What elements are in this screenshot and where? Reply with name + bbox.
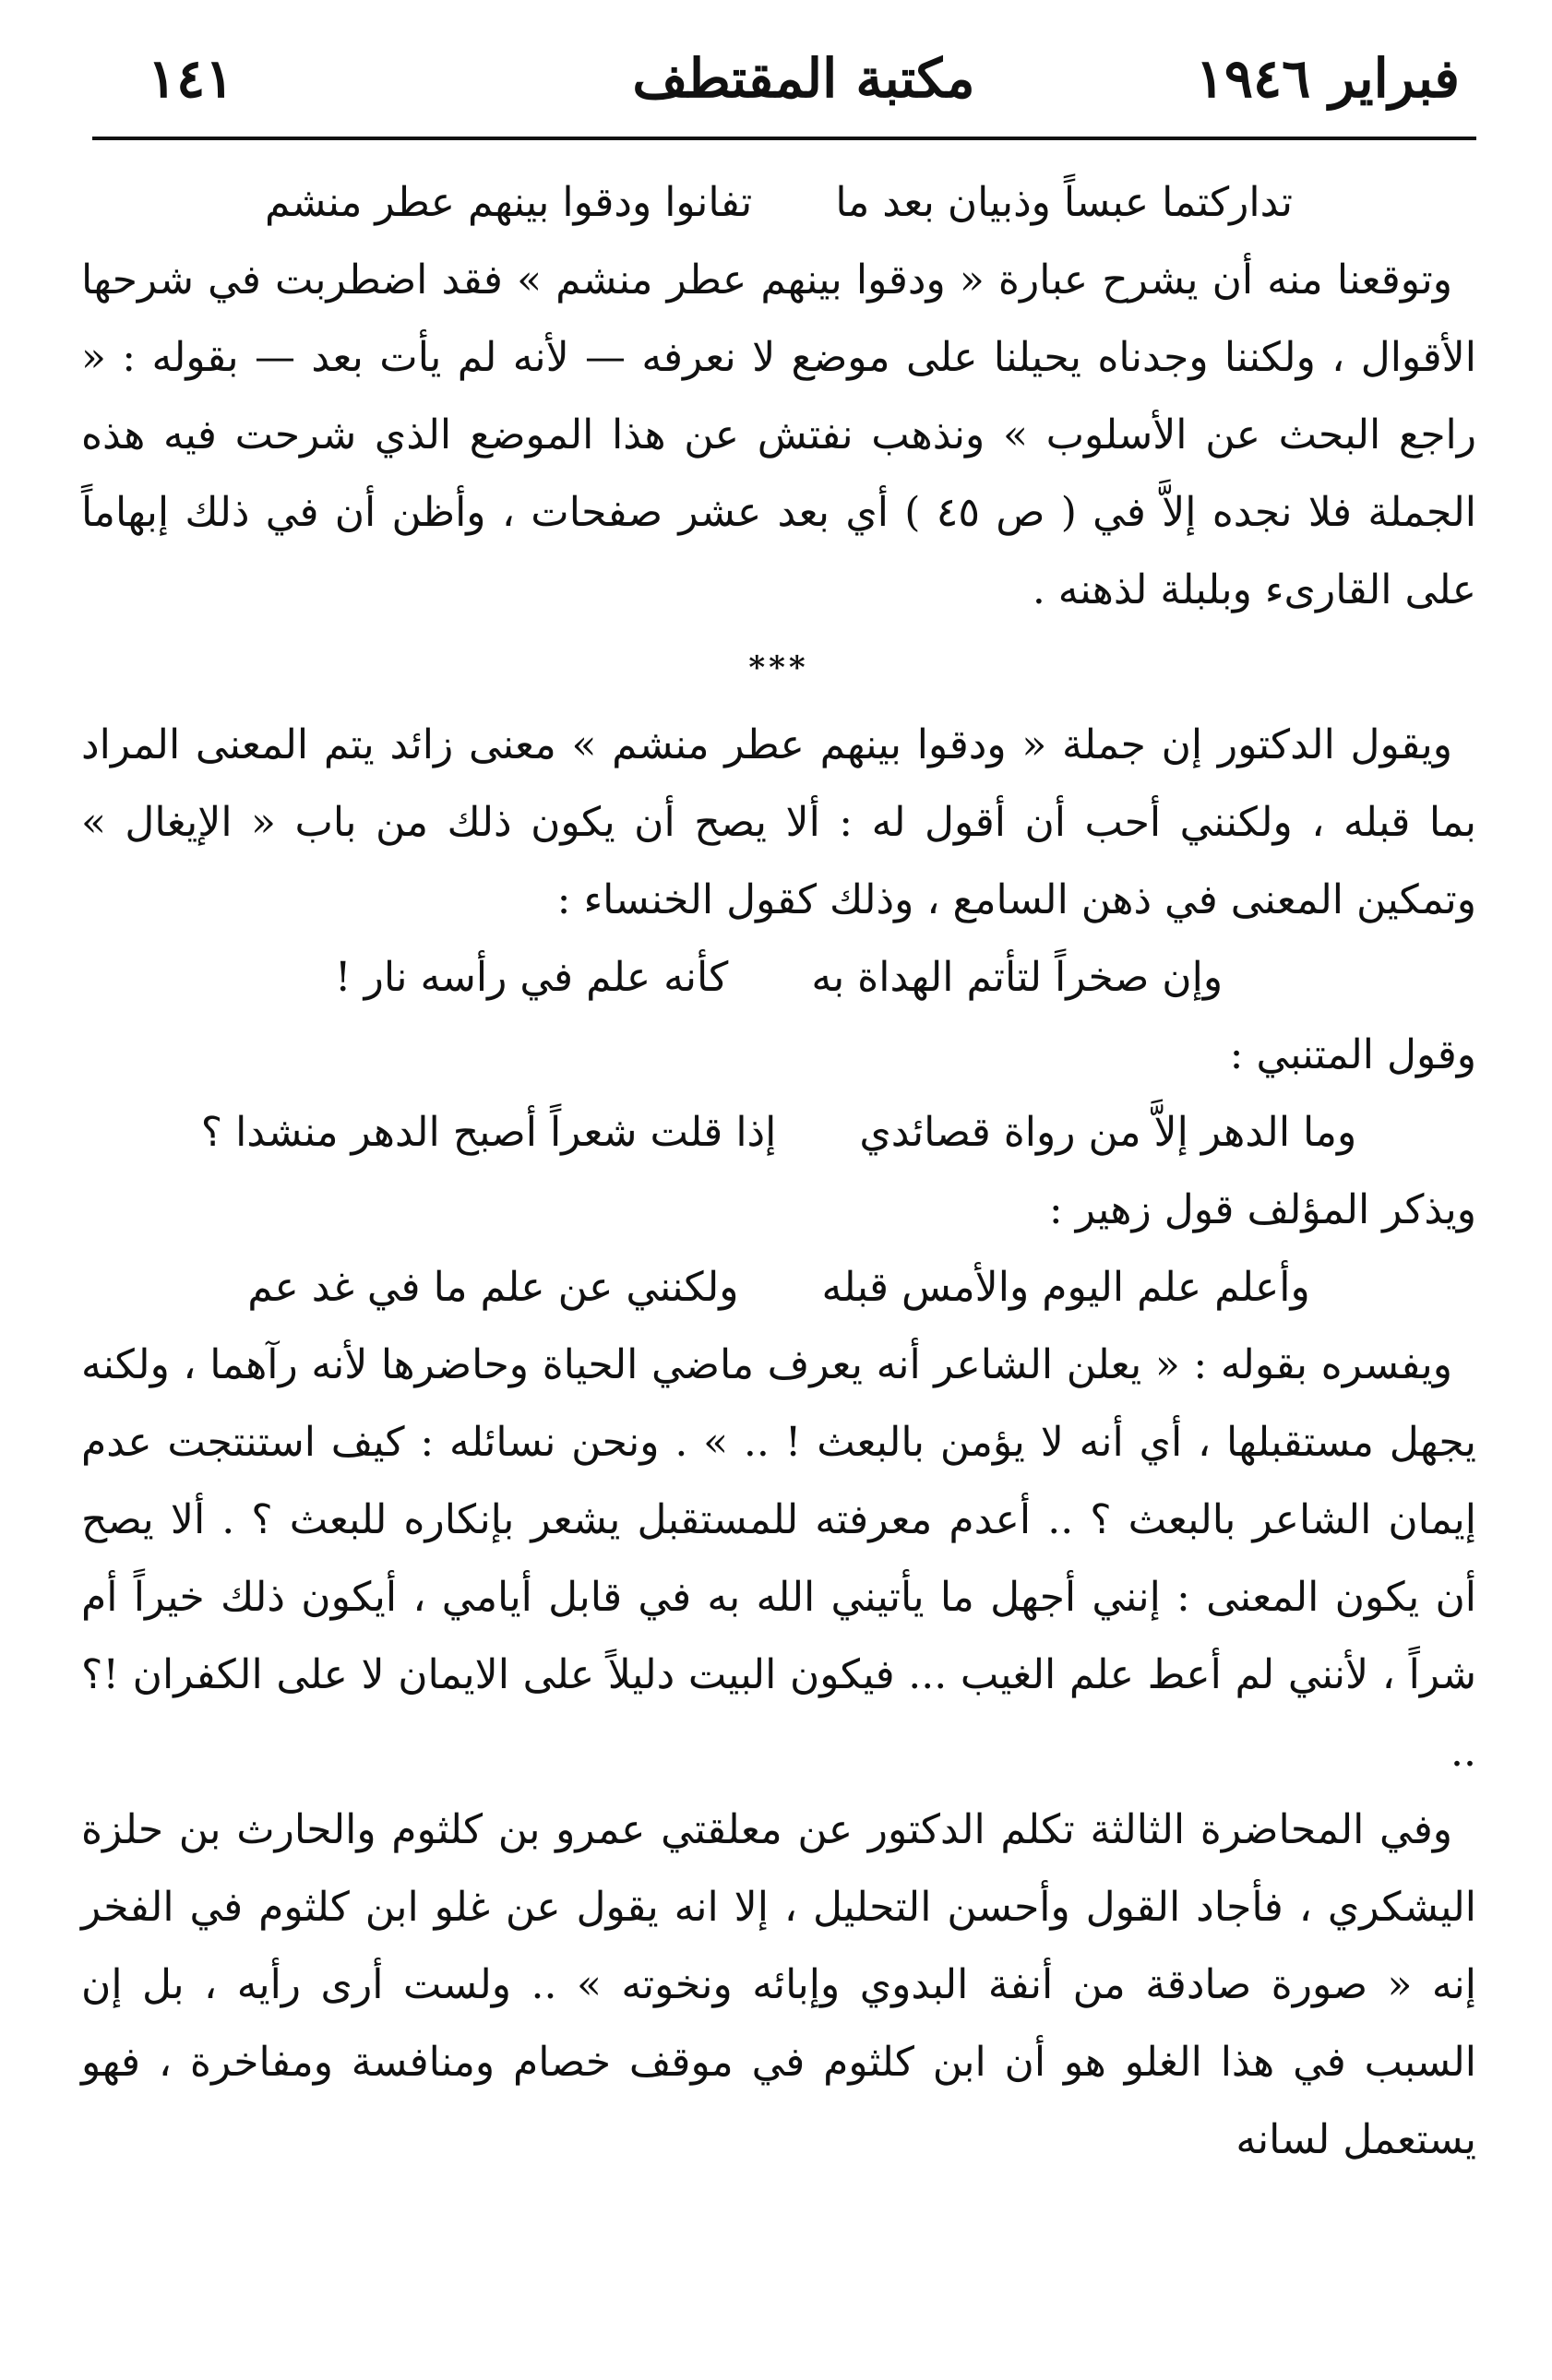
verse-hemistich: كأنه علم في رأسه نار ! [334, 954, 729, 1001]
verse-intro: ويذكر المؤلف قول زهير : [1048, 1186, 1476, 1233]
issue-date: فبراير ١٩٤٦ [1195, 47, 1460, 110]
verse-line [81, 939, 1476, 1017]
verse-hemistich: تداركتما عبساً وذبيان بعد ما [835, 179, 1293, 226]
verse-line [81, 1094, 1476, 1172]
page-number: ١٤١ [148, 47, 234, 110]
verse-hemistich: وإن صخراً لتأتم الهداة به [811, 954, 1224, 1001]
paragraph: وفي المحاضرة الثالثة تكلم الدكتور عن معلقتي عمرو بن كلثوم والحارث بن حلزة اليشكري ، فأجاد القول وأحسن التحليل ، إلا انه يقول عن غلو ابن كلثوم في الفخر إنه « صورة صادقة من أنفة البدوي وإبائه ونخوته » .. ولست أرى رأيه ، بل إن السبب في هذا الغلو هو أن ابن كلثوم في موقف خصام ومنافسة ومفاخرة ، فهو يستعمل لسانه [81, 1806, 1476, 2163]
paragraph: ويقول الدكتور إن جملة « ودقوا بينهم عطر منشم » معنى زائد يتم المعنى المراد بما قبله ، ولكنني أحب أن أقول له : ألا يصح أن يكون ذلك من باب « الإيغال » وتمكين المعنى في ذهن السامع ، وذلك كقول الخنساء : [81, 721, 1476, 923]
verse-hemistich: وما الدهر إلاَّ من رواة قصائدي [859, 1109, 1357, 1156]
section-separator: *** [748, 649, 809, 686]
paragraph: ويفسره بقوله : « يعلن الشاعر أنه يعرف ماضي الحياة وحاضرها لأنه رآهما ، ولكنه يجهل مستقبلها ، أي أنه لا يؤمن بالبعث ! .. » . ونحن نسائله : كيف استنتجت عدم إيمان الشاعر بالبعث ؟ .. أعدم معرفته للمستقبل يشعر بإنكاره للبعث ؟ . ألا يصح أن يكون المعنى : إنني أجهل ما يأتيني الله به في قابل أيامي ، أيكون ذلك خيراً أم شراً ، لأنني لم أعط علم الغيب ... فيكون البيت دليلاً على الايمان لا على الكفران !؟ .. [81, 1341, 1476, 1776]
running-header [148, 35, 1460, 127]
verse-hemistich: ولكنني عن علم ما في غد عم [247, 1264, 739, 1311]
article-body [81, 164, 1476, 2179]
verse-line [81, 1249, 1476, 1327]
verse-hemistich: تفانوا ودقوا بينهم عطر منشم [265, 179, 753, 226]
verse-line [81, 164, 1476, 242]
verse-hemistich: إذا قلت شعراً أصبح الدهر منشدا ؟ [200, 1109, 777, 1156]
verse-intro: وقول المتنبي : [1229, 1031, 1476, 1078]
verse-hemistich: وأعلم علم اليوم والأمس قبله [821, 1264, 1310, 1311]
header-rule [92, 137, 1476, 140]
journal-title: مكتبة المقتطف [632, 47, 975, 110]
paragraph: وتوقعنا منه أن يشرح عبارة « ودقوا بينهم عطر منشم » فقد اضطربت في شرحها الأقوال ، ولكننا وجدناه يحيلنا على موضع لا نعرفه — لأنه لم يأت بعد — بقوله : « راجع البحث عن الأسلوب » ونذهب نفتش عن هذا الموضع الذي شرحت فيه هذه الجملة فلا نجده إلاَّ في ( ص ٤٥ ) أي بعد عشر صفحات ، وأظن أن في ذلك إبهاماً على القارىء وبلبلة لذهنه . [81, 256, 1476, 613]
